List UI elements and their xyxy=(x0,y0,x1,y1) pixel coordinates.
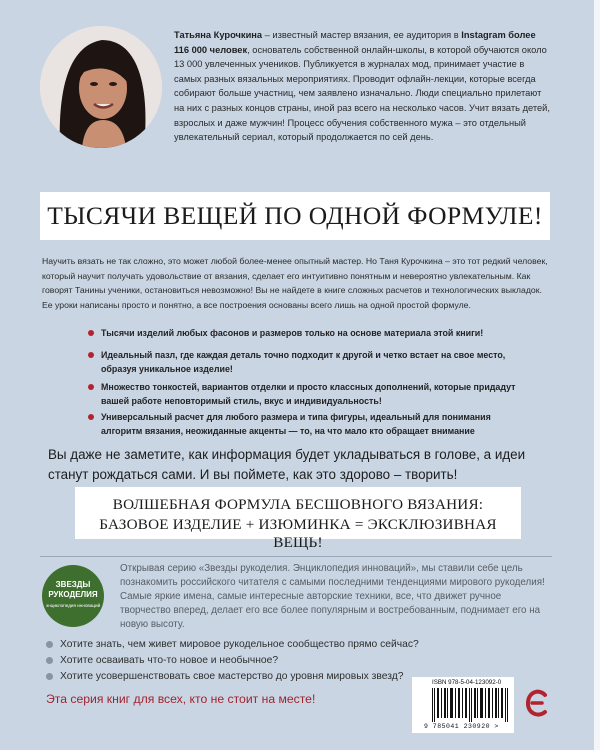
cover-edge xyxy=(594,0,600,750)
question-text: Хотите знать, чем живет мировое рукодельное сообщество прямо сейчас? xyxy=(60,639,419,650)
bullet-icon xyxy=(88,414,94,420)
author-name: Татьяна Курочкина xyxy=(174,30,263,40)
question-text: Хотите усовершенствовать свое мастерство до уровня мировых звезд? xyxy=(60,671,404,682)
author-bio-text-2: , основатель собственной онлайн-школы, в которой обучаются около 13 000 увлеченных учеников. Публикуется в журналах мод, принимает участие в самых разных вязальных мероприятиях. Проводит офлайн-лекции, которые всегда собирают больше участниц, чем заявлено изначально. Люди специально прилетают на них с разных концов страны, иной раз всего на несколько часов. Учит вязать детей, взрослых и даже мужчин! Процесс обучения собственного мужа – это отдельный увлекательный сериал, который продолжается по сей день. xyxy=(174,44,550,143)
eksmo-logo-icon xyxy=(526,689,548,719)
series-logo-line-3: энциклопедия инноваций xyxy=(45,603,101,608)
intro-paragraph: Научить вязать не так сложно, это может любой более-менее опытный мастер. Но Таня Курочкина – это тот редкий человек, который научит получать удовольствие от вязания, сделает его интуитивно понятным и невероятно увлекательным. Как говорят Танины ученики, остановиться невозможно! Вы не найдете в книге сложных расчетов и технологических выкладок. Ее уроки написаны просто и понятно, а все построения основаны всего лишь на одной простой формуле. xyxy=(42,256,548,311)
author-bio-text-1: – известный мастер вязания, ее аудитория в xyxy=(262,30,462,40)
feature-text: Универсальный расчет для любого размера и типа фигуры, идеальный для понимания алгоритм вязания, неожиданные акценты — то, на что мало кто обращает внимание xyxy=(101,412,491,436)
series-description: Открывая серию «Звезды рукоделия. Энциклопедия инноваций», мы ставили себе цель познакомить российского читателя с самыми последними тенденциями мирового рукоделия! Самые яркие имена, самые интересные авторские техники, все, что движет ручное творчество вперед, делает его все более популярным и востребованным, поднимает его на новую высоту. xyxy=(120,563,545,630)
feature-text: Тысячи изделий любых фасонов и размеров только на основе материала этой книги! xyxy=(101,328,484,338)
feature-item xyxy=(101,381,531,408)
feature-item xyxy=(101,327,531,341)
publisher-logo xyxy=(526,689,548,719)
feature-item xyxy=(101,411,531,438)
formula-box xyxy=(75,487,521,551)
barcode-icon xyxy=(432,688,510,722)
bullet-icon xyxy=(46,641,53,648)
barcode-block xyxy=(412,677,514,733)
feature-item xyxy=(101,349,531,376)
bullet-icon xyxy=(46,657,53,664)
series-logo-line-1: ЗВЕЗДЫ xyxy=(55,580,91,589)
section-divider xyxy=(40,556,552,557)
bullet-icon xyxy=(46,673,53,680)
formula-line-2: БАЗОВОЕ ИЗДЕЛИЕ + ИЗЮМИНКА = ЭКСКЛЮЗИВНАЯ ВЕЩЬ! xyxy=(99,516,497,551)
series-logo xyxy=(42,565,104,627)
isbn-text: ISBN 978-5-04-123092-0 xyxy=(432,679,502,686)
barcode-number: 9 785041 230920 > xyxy=(424,723,499,730)
series-tagline: Эта серия книг для всех, кто не стоит на месте! xyxy=(46,692,316,706)
author-photo xyxy=(40,26,162,148)
feature-text: Множество тонкостей, вариантов отделки и просто классных дополнений, которые придадут вашей работе неповторимый стиль, вкус и индивидуальность! xyxy=(101,382,516,406)
bullet-icon xyxy=(88,384,94,390)
author-bio-highlight: Instagram более 116 000 человек xyxy=(174,30,536,55)
bullet-icon xyxy=(88,352,94,358)
bullet-icon xyxy=(88,330,94,336)
author-bio xyxy=(174,28,552,145)
feature-text: Идеальный пазл, где каждая деталь точно подходит к другой и четко встает на свое место, образуя уникальное изделие! xyxy=(101,350,506,374)
headline-banner: ТЫСЯЧИ ВЕЩЕЙ ПО ОДНОЙ ФОРМУЛЕ! xyxy=(40,192,550,240)
series-logo-line-2: РУКОДЕЛИЯ xyxy=(48,590,98,599)
question-text: Хотите осваивать что-то новое и необычное? xyxy=(60,655,279,666)
formula-line-1: ВОЛШЕБНАЯ ФОРМУЛА БЕСШОВНОГО ВЯЗАНИЯ: xyxy=(112,496,484,513)
highlight-paragraph: Вы даже не заметите, как информация будет укладываться в голове, а идеи станут рождаться сами. И вы поймете, как это здорово – творить! xyxy=(48,447,526,482)
